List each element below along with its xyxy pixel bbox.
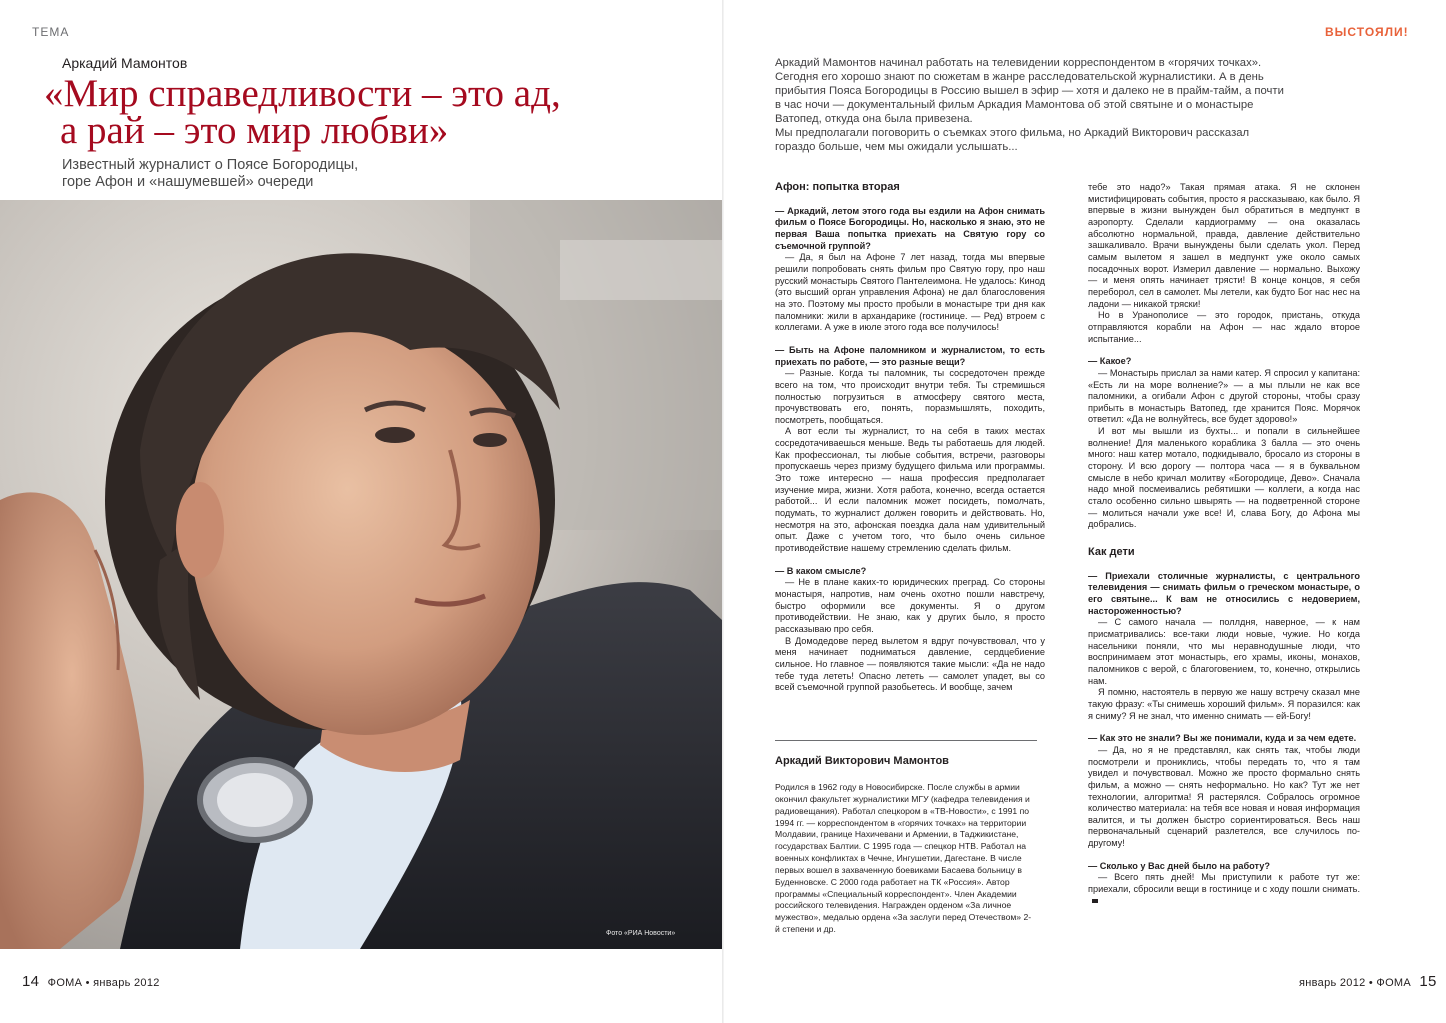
article-column-1 [775, 182, 1045, 694]
answer-6: — Да, но я не представлял, как снять так, чтобы люди посмотрели и прониклись, чтобы передать то, что я там увидел и почувствовал. Можно же просто формально снять фильм, а можно — снять неформально. Но как? Тут же нет технологии, алгоритма! Я растерялся. Собралось огромное количество материала: на тебя все новая и новая информация валится, и ты должен быстро сориентироваться. Весь наш первоначальный сценарий разлетелся, все случилось по-другому! [1088, 744, 1360, 849]
answer-7-text: — Всего пять дней! Мы приступили к работе тут же: приехали, сбросили вещи в гостинице и с ходу пошли снимать. [1088, 872, 1360, 895]
answer-5a: — С самого начала — поллдня, наверное, — к нам присматривались: все-таки люди новые, чужие. Но когда насельники поняли, что мы неравнодушные люди, что воспринимаем этот монастырь, его храмы, иконы, монахов, паломников с верой, с благоговением, то, конечно, открылись нам. [1088, 617, 1360, 686]
answer-3c: тебе это надо?» Такая прямая атака. Я не склонен мистифицировать события, просто я рассказываю, как было. Я впервые в жизни вынужден был обратиться в медпункт в аэропорту. Сделали кардиограмму — она оказалась абсолютно нормальной, правда, давление действительно зашкаливало. Врачи вынуждены были сделать укол. Перед самым вылетом я зашел в медпункт уже около самых посадочных ворот. Измерил давление — нормально. Выхожу — и меня опять начинает трясти! В конце концов, я себя переборол, сел в самолет. Мы летели, как будто Бог нас нес на ладони — никакой тряски! [1088, 182, 1360, 309]
question-2: — Быть на Афоне паломником и журналистом, то есть приехать по работе, — это разные вещи? [775, 344, 1045, 367]
answer-3a: — Не в плане каких-то юридических преград. Со стороны монастыря, напротив, нам очень охотно пошли навстречу, быстро оформили все документы. Я о другом противодействии. Не знаю, как у других было, я просто рассказываю про себя. [775, 577, 1045, 634]
page-number-left: 14 [22, 973, 40, 990]
portrait-illustration [0, 200, 722, 949]
subtitle-line-1: Известный журналист о Поясе Богородицы, [62, 157, 359, 173]
answer-1: — Да, я был на Афоне 7 лет назад, тогда мы впервые решили попробовать снять фильм про Святую гору, про наш русский монастырь Святого Пантелеимона. Не удалось: Кинод (это высший орган управления Афона) не дал благословения на это. Поэтому мы просто пробыли в монастыре три дня как паломники: жили в архандарике (гостинице. — Ред) втроем с коллегами. А уже в июле этого года все получилось! [775, 252, 1045, 333]
question-5: — Приехали столичные журналисты, с центрального телевидения — снимать фильм о греческом монастыре, о его святыне... К вам не относились с недоверием, настороженностью? [1088, 570, 1360, 616]
page-number-right: 15 [1419, 973, 1437, 990]
bio-title: Аркадий Викторович Мамонтов [775, 755, 949, 767]
section-label: ТЕМА [32, 25, 70, 39]
bio-divider [775, 740, 1037, 741]
answer-7 [1088, 872, 1360, 907]
question-7: — Сколько у Вас дней было на работу? [1088, 860, 1270, 871]
question-1: — Аркадий, летом этого года вы ездили на Афон снимать фильм о Поясе Богородицы. Но, насколько я знаю, это не первая Ваша попытка приехать на Святую гору со съемочной группой? [775, 205, 1045, 251]
answer-3b: В Домодедове перед вылетом я вдруг почувствовал, что у меня начинает подниматься давление, сердцебиение сильное. Но главное — появляются такие мысли: «Да не надо тебе туда лететь! Опасно лететь — самолет упадет, вы со всей съемочной группой разобьетесь. И вообще, зачем [775, 635, 1045, 693]
end-mark [1092, 899, 1098, 903]
right-page [724, 0, 1446, 1023]
answer-4b: И вот мы вышли из бухты... и попали в сильнейшее волнение! Для маленького кораблика 3 балла — это очень много: наш катер мотало, подкидывало, бросало из стороны в сторону. И всю дорогу — полтора часа — я в буквальном смысле в небо кричал молитву «Богородице, Дево». Сначала надо мной посмеивались ребятишки — коллеги, а когда нас стало особенно сильно швырять — на подветренной стороне — молиться начали уже все! И, слава Богу, до Афона мы добрались. [1088, 426, 1360, 530]
magazine-issue-left: ФОМА • январь 2012 [47, 977, 160, 989]
article-column-2 [1088, 182, 1360, 907]
question-3: — В каком смысле? [775, 565, 867, 576]
question-6: — Как это не знали? Вы же понимали, куда и за чем едете. [1088, 733, 1357, 744]
intro-text-2: Мы предполагали поговорить о съемках этого фильма, но Аркадий Викторович рассказал гораздо больше, чем мы ожидали услышать... [775, 127, 1250, 153]
subheading-afon: Афон: попытка вторая [775, 181, 900, 193]
answer-2a: — Разные. Когда ты паломник, ты сосредоточен прежде всего на том, что происходит внутри тебя. Ты стремишься полностью погрузиться в атмосферу святого места, прочувствовать его, понять, поразмышлять, походить, посмотреть, пообщаться. [775, 368, 1045, 425]
answer-3d: Но в Уранополисе — это городок, пристань, откуда отправляются корабли на Афон — нас ждало второе испытание... [1088, 310, 1360, 344]
subheading-kak-deti: Как дети [1088, 546, 1135, 559]
headline-line-2: а рай – это мир любви» [60, 109, 449, 152]
headline-line-1: «Мир справедливости – это ад, [44, 72, 561, 115]
question-4: — Какое? [1088, 356, 1132, 367]
left-page [0, 0, 722, 1023]
answer-2b: А вот если ты журналист, то на себя в таких местах сосредотачиваешься меньше. Ведь ты работаешь для людей. Как профессионал, ты любые события, встречи, разговоры пропускаешь через призму будущего фильма или программы. Это тоже интересно — наша профессия предполагает изучение мира, жизни. Хотя работа, конечно, всегда остается работой... И если паломник может посидеть, помолчать, подумать, то журналист должен говорить и действовать. Но, несмотря на это, афонская поездка дала нам удивительный опыт. Даже с учетом того, что было очень сильное противодействие нашему стремлению сделать фильм. [775, 426, 1045, 554]
intro-text-1: Аркадий Мамонтов начинал работать на телевидении корреспондентом в «горячих точках». Сегодня его хорошо знают по сюжетам в жанре расследовательской журналистики. А в день прибытия Пояса Богородицы в Россию вышел в эфир — хотя и далеко не в прайм-тайм, а почти в час ночи — документальный фильм Аркадия Мамонтова об этой святыне и о монастыре Ватопед, откуда она была привезена. [775, 57, 1284, 125]
author-name: Аркадий Мамонтов [62, 55, 188, 71]
section-label-right: ВЫСТОЯЛИ! [1325, 25, 1409, 39]
subtitle-line-2: горе Афон и «нашумевшей» очереди [62, 174, 314, 190]
portrait-photo [0, 200, 722, 949]
folio-right [1299, 973, 1437, 990]
intro-paragraph [775, 56, 1285, 154]
folio-left [22, 973, 160, 990]
answer-5b: Я помню, настоятель в первую же нашу встречу сказал мне такую фразу: «Ты снимешь хороший фильм». Я поразился: как я сниму? Я не знал, что именно снимать — ей-Богу! [1088, 687, 1360, 721]
bio-text: Родился в 1962 году в Новосибирске. После службы в армии окончил факультет журналистики МГУ (кафедра телевидения и радиовещания). Работал спецкором в «ТВ-Новости», с 1991 по 1994 гг. — корреспондентом в «горячих точках» на территории Молдавии, границе Нахичевани и Армении, в Таджикистане, государствах Балтии. С 1995 года — спецкор НТВ. Работал на военных конфликтах в Чечне, Ингушетии, Дагестане. В числе первых вошел в захваченную боевиками Басаева больницу в Буденновске. С 2000 года работает на ТК «Россия». Автор программы «Специальный корреспондент». Член Академии российского телевидения. Награжден орденом «За личное мужество», медалью ордена «За заслуги перед Отечеством» 2-й степени и др. [775, 782, 1032, 935]
photo-credit: Фото «РИА Новости» [606, 930, 676, 937]
answer-4a: — Монастырь прислал за нами катер. Я спросил у капитана: «Есть ли на море волнение?» — а мы плыли не как все паломники, а огибали Афон с другой стороны, чтобы сразу прибыть в монастырь Ватопед, где хранится Пояс. Морячок ответил: «Да не волнуйтесь, все будет здорово!» [1088, 367, 1360, 425]
magazine-issue-right: январь 2012 • ФОМА [1299, 977, 1412, 989]
